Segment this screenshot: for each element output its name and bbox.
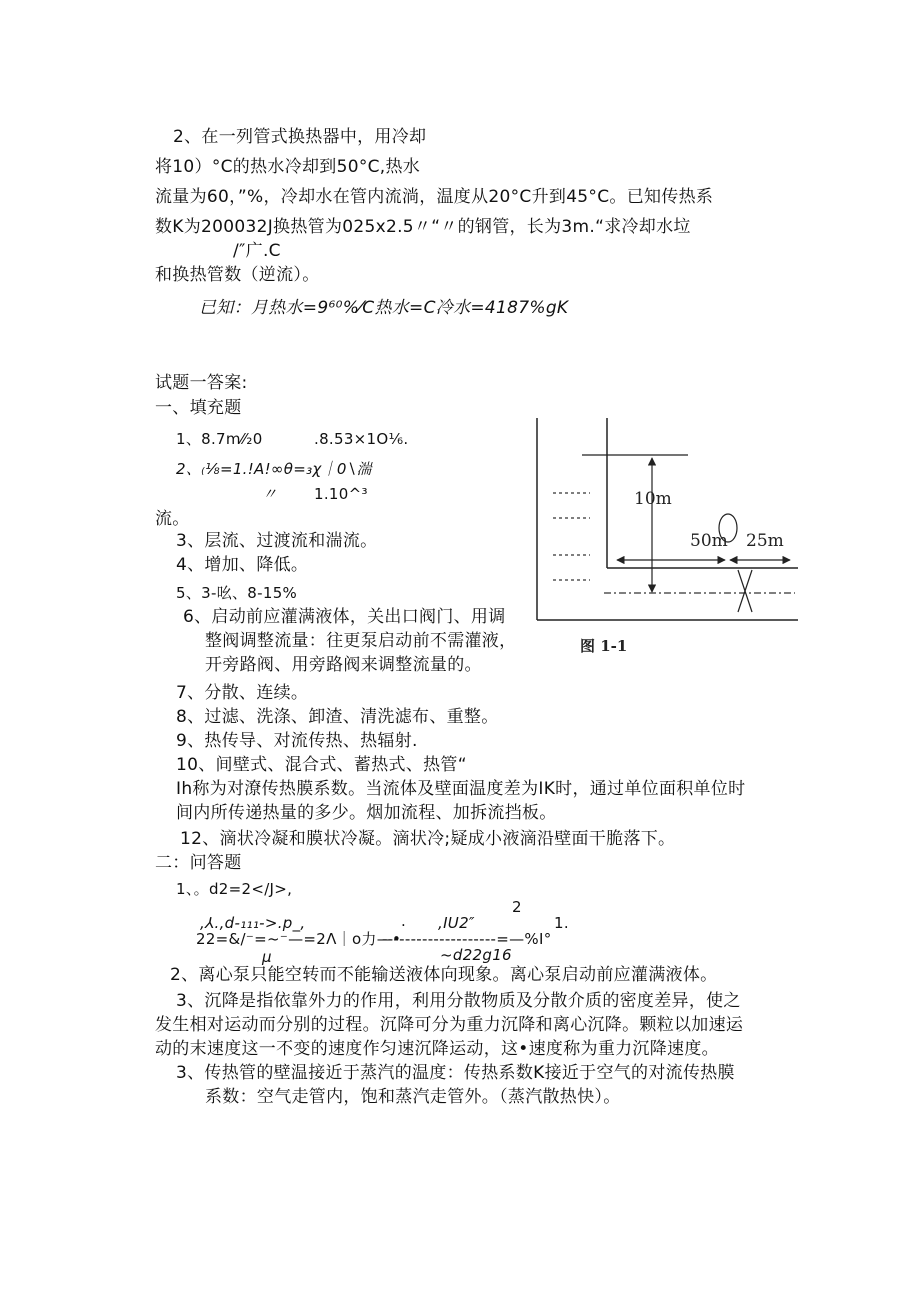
answer-7: 7、分散、连续。 (176, 683, 309, 703)
formula-main: 22=&/⁻=~⁻—=2Λ｜o力—• (196, 930, 402, 948)
figure-caption: 图 1-1 (580, 637, 628, 655)
qa-3-line-1: 3、沉降是指依靠外力的作用，利用分散物质及分散介质的密度差异，使之 (176, 991, 741, 1011)
formula-top-left: ,⅄.,d-₁₁₁->.p_, (200, 914, 306, 932)
answer-12: 12、滴状冷凝和膜状冷凝。滴状冷;疑成小液滴沿壁面干脆落下。 (180, 829, 676, 849)
answer-6-line-2: 整阀调整流量：往更泵启动前不需灌液， (205, 631, 517, 651)
pump-icon (719, 514, 737, 542)
answer-2-b: 〃 (262, 485, 278, 503)
answer-10: 10、间壁式、混合式、蓄热式、热管“ (176, 755, 467, 775)
formula-superscript-2: 2 (512, 898, 522, 916)
qa-4-line-2: 系数：空气走管内，饱和蒸汽走管外。（蒸汽散热快）。 (205, 1087, 621, 1107)
problem-known-values: 已知：月热水=9⁶⁰%⁄C热水=C冷水=4187%gK (199, 298, 569, 318)
formula-top-dot: . (401, 912, 407, 930)
formula-top-mid: ,IU2″ (438, 914, 475, 932)
answer-1: 1、8.7m⁄⁄₂0 (176, 430, 263, 448)
problem-line-6: 和换热管数（逆流）。 (155, 265, 320, 285)
formula-mu: μ (262, 948, 272, 966)
answer-9: 9、热传导、对流传热、热辐射. (176, 731, 418, 751)
section-qa: 二：问答题 (155, 853, 242, 873)
label-50m: 50m (690, 531, 728, 551)
label-10m: 10m (634, 489, 672, 509)
answer-11-line-1: Ih称为对潦传热膜系数。当流体及壁面温度差为IK时，通过单位面积单位时 (176, 779, 746, 799)
answer-2-d: 流。 (155, 509, 190, 529)
section-fill-blank: 一、填充题 (155, 398, 242, 418)
formula-denominator: ~d22g16 (440, 946, 512, 964)
qa-2: 2、离心泵只能空转而不能输送液体向现象。离心泵启动前应灌满液体。 (170, 965, 718, 985)
answer-6-line-1: 6、启动前应灌满液体，关出口阀门、用调 (183, 607, 506, 627)
answer-8: 8、过滤、洗涤、卸渣、清洗滤布、重整。 (176, 707, 499, 727)
formula-dashes: --------------------=—%I° (382, 930, 552, 948)
formula-top-right: 1. (554, 914, 569, 932)
answer-2: 2、₍⅛=1.!A!∞θ=₃χ｜0∖湍 (176, 460, 372, 478)
problem-line-3: 流量为60，”%，冷却水在管内流淌，温度从20°C升到45°C。已知传热系 (155, 187, 714, 207)
problem-line-1: 2、在一列管式换热器中，用冷却 (173, 127, 427, 147)
answer-1-b: .8.53×1O⅙. (314, 430, 409, 448)
problem-line-5: /″广.C (233, 241, 281, 261)
answer-11-line-2: 间内所传递热量的多少。烟加流程、加拆流挡板。 (176, 803, 557, 823)
qa-4-line-1: 3、传热管的壁温接近于蒸汽的温度：传热系数K接近于空气的对流传热膜 (176, 1063, 735, 1083)
answer-3: 3、层流、过渡流和湍流。 (176, 531, 378, 551)
answer-4: 4、增加、降低。 (176, 555, 309, 575)
problem-line-2: 将10）°C的热水冷却到50°C,热水 (155, 157, 421, 177)
answer-6-line-3: 开旁路阀、用旁路阀来调整流量的。 (205, 655, 482, 675)
qa-3-line-3: 动的末速度这一不变的速度作匀速沉降运动，这•速度称为重力沉降速度。 (155, 1039, 719, 1059)
qa-3-line-2: 发生相对运动而分别的过程。沉降可分为重力沉降和离心沉降。颗粒以加速运 (155, 1015, 744, 1035)
label-25m: 25m (746, 531, 784, 551)
qa-1-intro: 1、。d2=2</J>, (176, 880, 293, 898)
problem-line-4: 数K为200032J换热管为025x2.5〃“〃的钢管，长为3m.“求冷却水垃 (155, 217, 691, 237)
answer-2-c: 1.10^³ (314, 485, 368, 503)
answers-title: 试题一答案: (155, 373, 248, 393)
answer-5: 5、3-吆、8-15% (176, 584, 298, 602)
